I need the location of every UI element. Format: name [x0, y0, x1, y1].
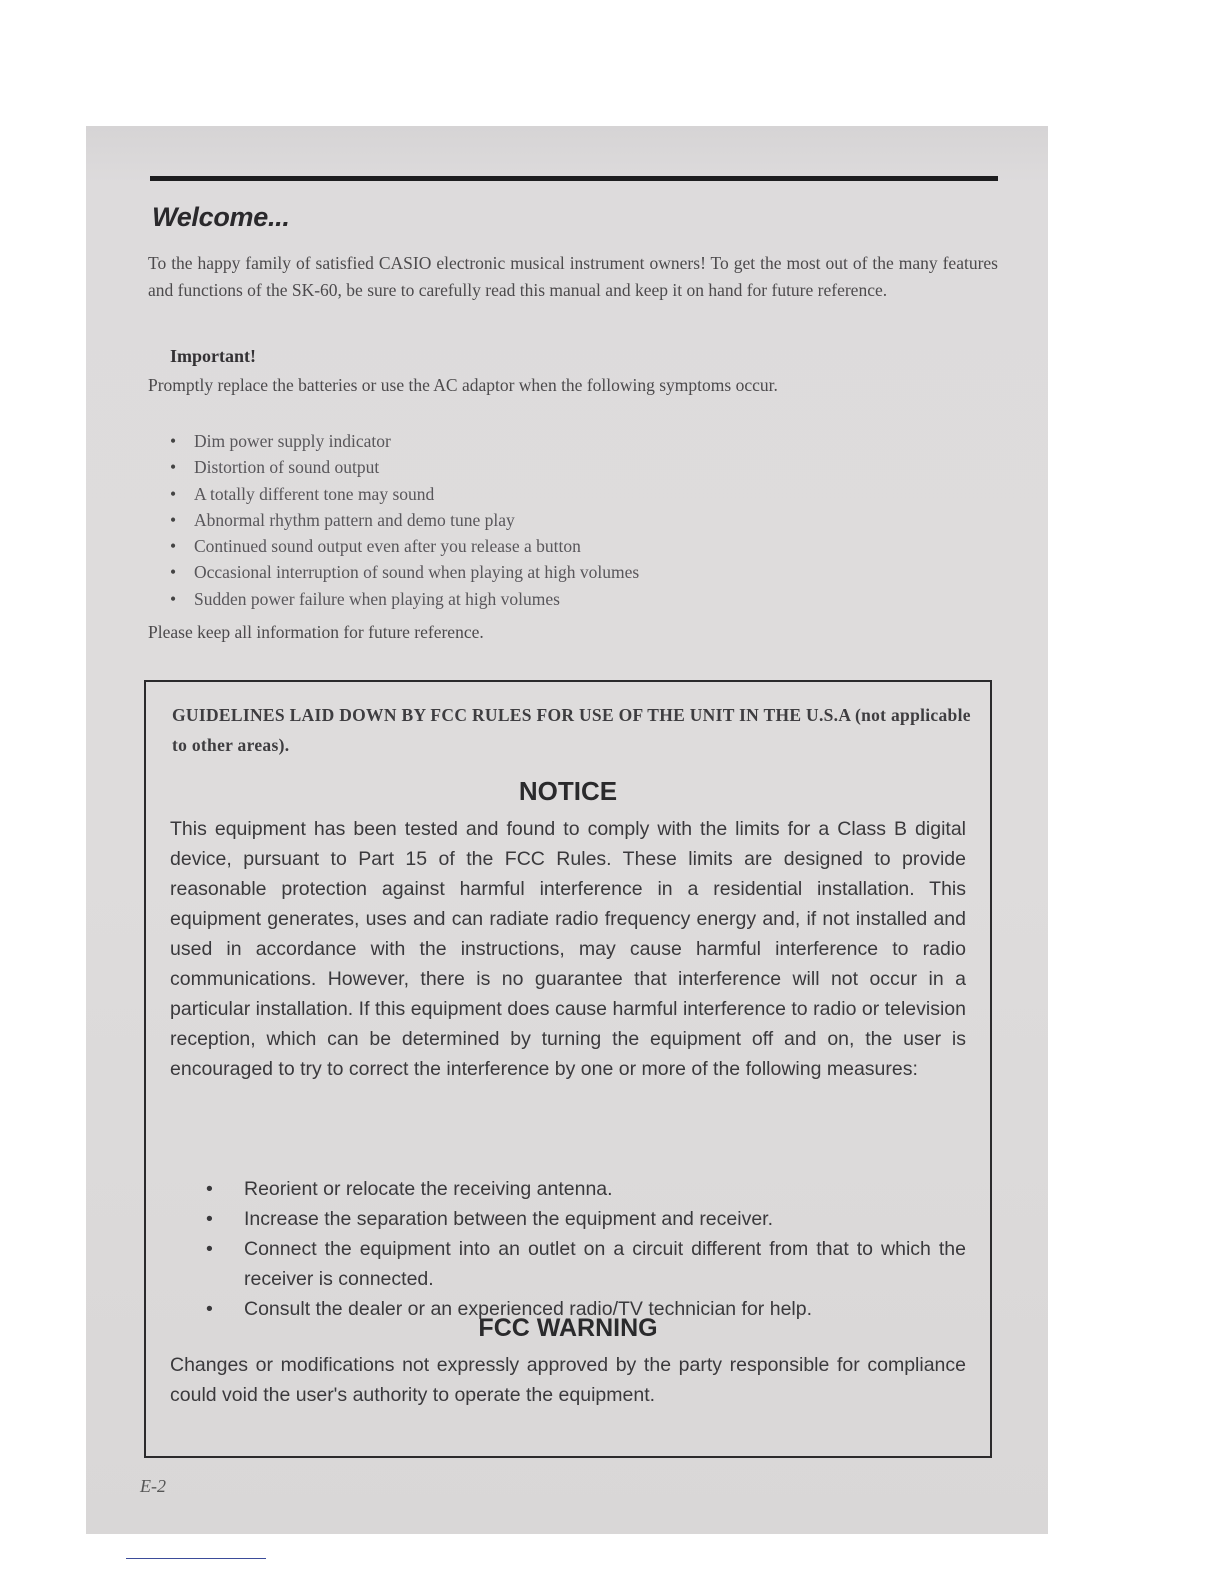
bullet-icon: • [170, 431, 177, 451]
footnote-rule [126, 1558, 266, 1559]
notice-body: This equipment has been tested and found to comply with the limits for a Class B digital device, pursuant to Part 15 of the FCC Rules. These limits are designed to provide reasonable protection against harmful interference in a residential installation. This equipment generates, uses and can radiate radio frequency energy and, if not installed and used in accordance with the instructions, may cause harmful interference to radio communications. However, there is no guarantee that interference will not occur in a particular installation. If this equipment does cause harmful interference to radio or television reception, which can be determined by turning the equipment off and on, the user is encouraged to try to correct the interference by one or more of the following measures: [170, 818, 966, 1080]
fcc-warning-body: Changes or modifications not expressly approved by the party responsible for compliance could void the user's authority to operate the equipment. [170, 1354, 966, 1406]
page-number: E-2 [140, 1476, 166, 1496]
list-item: • Increase the separation between the equipment and receiver. [206, 1204, 966, 1234]
bullet-icon: • [206, 1208, 213, 1230]
welcome-title: Welcome... [152, 202, 290, 232]
important-text: Promptly replace the batteries or use the AC adaptor when the following symptoms occur. [148, 375, 778, 395]
symptom-list [170, 428, 639, 612]
fcc-warning-title: FCC WARNING [478, 1314, 658, 1342]
list-item: • Distortion of sound output [170, 454, 639, 480]
list-item: • Connect the equipment into an outlet on a circuit different from that to which the receiver is connected. [206, 1234, 966, 1294]
list-item: • Occasional interruption of sound when playing at high volumes [170, 559, 639, 585]
bullet-icon: • [206, 1178, 213, 1200]
list-item: • A totally different tone may sound [170, 481, 639, 507]
bullet-icon: • [206, 1238, 213, 1260]
list-item: • Continued sound output even after you release a button [170, 533, 639, 559]
keep-info-note: Please keep all information for future reference. [148, 622, 484, 642]
fcc-notice-box [144, 680, 992, 1458]
list-item: • Dim power supply indicator [170, 428, 639, 454]
list-item: • Reorient or relocate the receiving antenna. [206, 1174, 966, 1204]
measures-list [206, 1174, 966, 1324]
bullet-icon: • [170, 562, 177, 583]
bullet-icon: • [206, 1298, 213, 1320]
list-item: • Consult the dealer or an experienced radio/TV technician for help. [206, 1294, 966, 1324]
bullet-icon: • [170, 483, 177, 504]
notice-title: NOTICE [518, 776, 618, 806]
bullet-icon: • [170, 588, 177, 609]
list-item: • Abnormal rhythm pattern and demo tune play [170, 507, 639, 533]
bullet-icon: • [170, 457, 177, 478]
manual-page [86, 126, 1048, 1534]
bullet-icon: • [170, 509, 177, 530]
welcome-intro: To the happy family of satisfied CASIO electronic musical instrument owners! To get the most out of the many features and functions of the SK-60, be sure to carefully read this manual and keep it on hand for future reference. [148, 253, 998, 300]
bullet-icon: • [170, 536, 177, 557]
list-item: • Sudden power failure when playing at high volumes [170, 586, 639, 612]
top-rule [150, 176, 998, 181]
fcc-guidelines-heading: GUIDELINES LAID DOWN BY FCC RULES FOR USE OF THE UNIT IN THE U.S.A (not applicable to other areas). [172, 705, 971, 755]
important-heading: Important! [170, 346, 256, 366]
